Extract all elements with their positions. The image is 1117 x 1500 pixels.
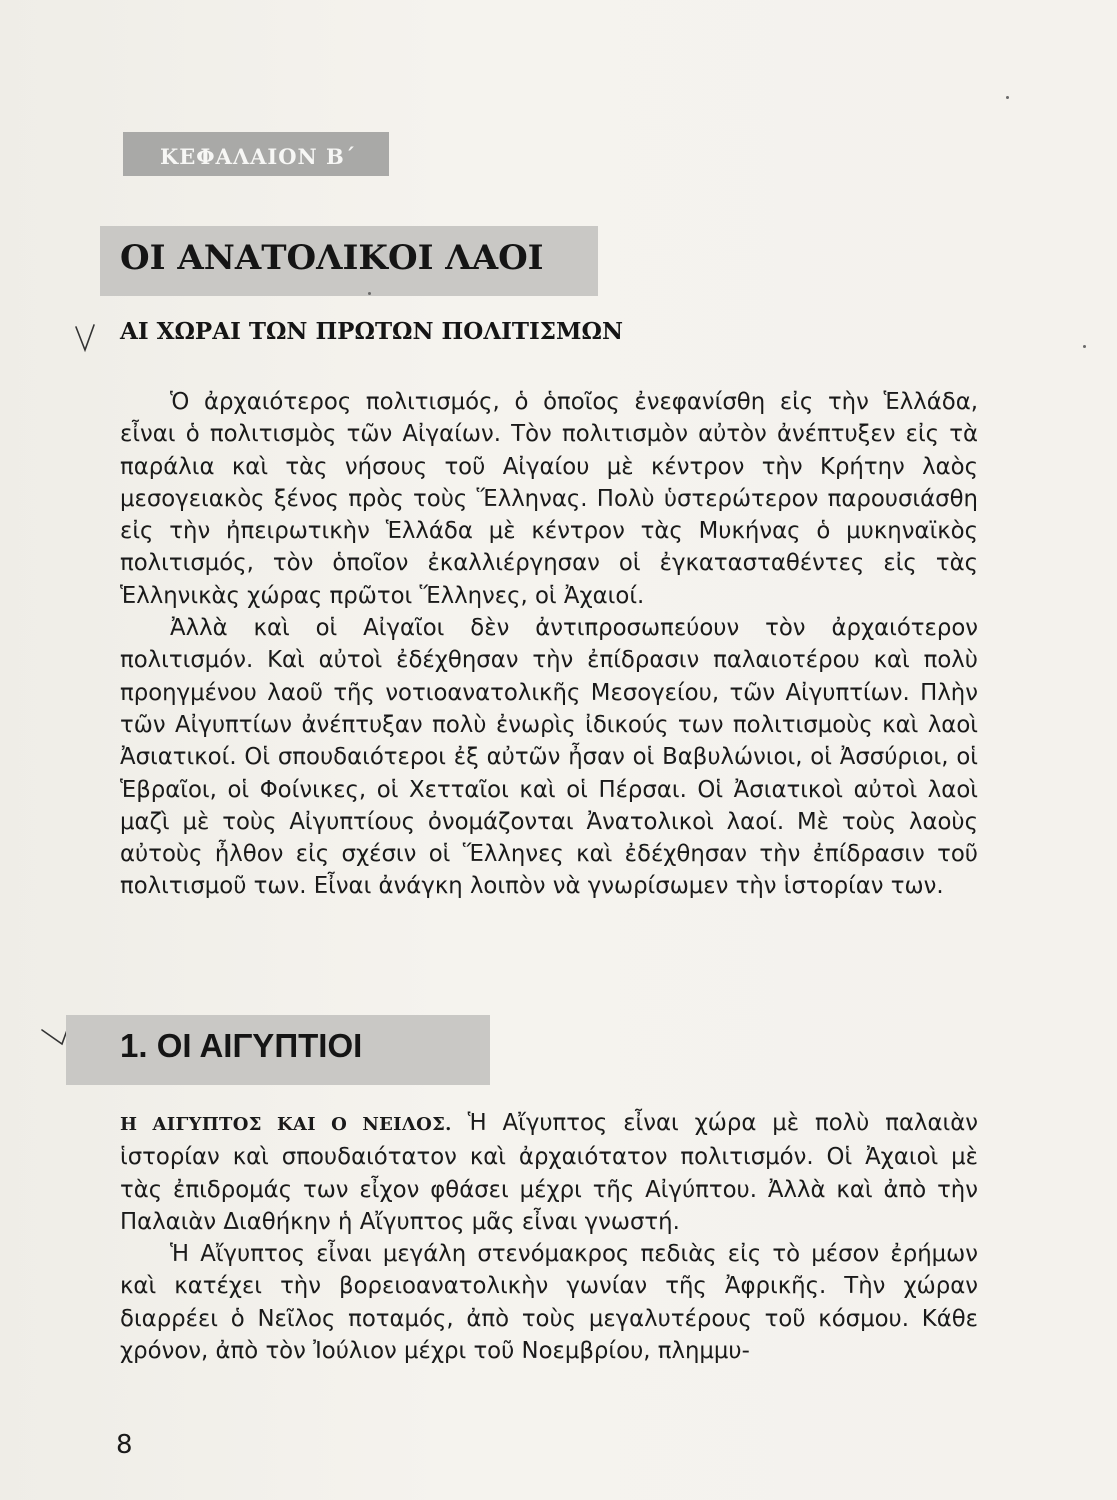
print-speck [1083,345,1086,348]
print-speck [368,292,371,295]
section-body [120,386,978,903]
page-title: ΟΙ ΑΝΑΤΟΛΙΚΟΙ ΛΑΟΙ [120,238,544,278]
page-number: 8 [116,1430,133,1460]
section-heading: ΑΙ ΧΩΡΑΙ ΤΩΝ ΠΡΩΤΩΝ ΠΟΛΙΤΙΣΜΩΝ [120,318,624,345]
print-speck [1006,96,1009,99]
paragraph-text: Ἡ Αἴγυπτος εἶναι χώρα μὲ πολὺ παλαιὰν ἱστορίαν καὶ σπουδαιότατον καὶ ἀρχαιότατον πολιτισμόν. Οἱ Ἀχαιοὶ μὲ τὰς ἐπιδρομάς των εἶχον φθάσει μέχρι τῆς Αἰγύπτου. Ἀλλὰ καὶ ἀπὸ τὴν Παλαιὰν Διαθήκην ἡ Αἴγυπτος μᾶς εἶναι γνωστή. [120,1110,979,1235]
paragraph: Ἡ Αἴγυπτος εἶναι μεγάλη στενόμακρος πεδιὰς εἰς τὸ μέσον ἐρήμων καὶ κατέχει τὴν βορειοανατολικὴν γωνίαν τῆς Ἀφρικῆς. Τὴν χώραν διαρρέει ὁ Νεῖλος ποταμός, ἀπὸ τοὺς μεγαλυτέρους τοῦ κόσμου. Κάθε χρόνον, ἀπὸ τὸν Ἰούλιον μέχρι τοῦ Νοεμβρίου, πλημμυ- [120,1241,978,1365]
paragraph [120,1107,978,1238]
paragraph: Ἀλλὰ καὶ οἱ Αἰγαῖοι δὲν ἀντιπροσωπεύουν τὸν ἀρχαιότερον πολιτισμόν. Καὶ αὐτοὶ ἐδέχθησαν τὴν ἐπίδρασιν παλαιοτέρου καὶ πολὺ προηγμένου λαοῦ τῆς νοτιοανατολικῆς Μεσογείου, τῶν Αἰγυπτίων. Πλὴν τῶν Αἰγυπτίων ἀνέπτυξαν πολὺ ἐνωρὶς ἰδικούς των πολιτισμοὺς καὶ λαοὶ Ἀσιατικοί. Οἱ σπουδαιότεροι ἐξ αὐτῶν ἦσαν οἱ Βαβυλώνιοι, οἱ Ἀσσύριοι, οἱ Ἑβραῖοι, οἱ Φοίνικες, οἱ Χετταῖοι καὶ οἱ Πέρσαι. Οἱ Ἀσιατικοὶ αὐτοὶ λαοὶ μαζὶ μὲ τοὺς Αἰγυπτίους ὀνομάζονται Ἀνατολικοὶ λαοί. Μὲ τοὺς λαοὺς αὐτοὺς ἦλθον εἰς σχέσιν οἱ Ἕλληνες καὶ ἐδέχθησαν τὴν ἐπίδρασιν τοῦ πολιτισμοῦ των. Εἶναι ἀνάγκη λοιπὸν νὰ γνωρίσωμεν τὴν ἱστορίαν των. [120,615,978,900]
paragraph: Ὁ ἀρχαιότερος πολιτισμός, ὁ ὁποῖος ἐνεφανίσθη εἰς τὴν Ἑλλάδα, εἶναι ὁ πολιτισμὸς τῶν Αἰγαίων. Τὸν πολιτισμὸν αὐτὸν ἀνέπτυξεν εἰς τὰ παράλια καὶ τὰς νήσους τοῦ Αἰγαίου μὲ κέντρον τὴν Κρήτην λαὸς μεσογειακὸς ξένος πρὸς τοὺς Ἕλληνας. Πολὺ ὑστερώτερον παρουσιάσθη εἰς τὴν ἠπειρωτικὴν Ἑλλάδα μὲ κέντρον τὰς Μυκήνας ὁ μυκηναϊκὸς πολιτισμός, τὸν ὁποῖον ἐκαλλιέργησαν οἱ ἐγκατασταθέντες εἰς τὰς Ἑλληνικὰς χώρας πρῶτοι Ἕλληνες, οἱ Ἀχαιοί. [120,389,978,609]
chapter-label: ΚΕΦΑΛΑΙΟΝ Β΄ [160,144,357,169]
run-in-heading: Η ΑΙΓΥΠΤΟΣ ΚΑΙ Ο ΝΕΙΛΟΣ. [120,1114,452,1135]
subchapter-body [120,1107,978,1367]
check-mark-icon [74,323,98,353]
subchapter-title: 1. ΟΙ ΑΙΓΥΠΤΙΟΙ [120,1027,363,1064]
